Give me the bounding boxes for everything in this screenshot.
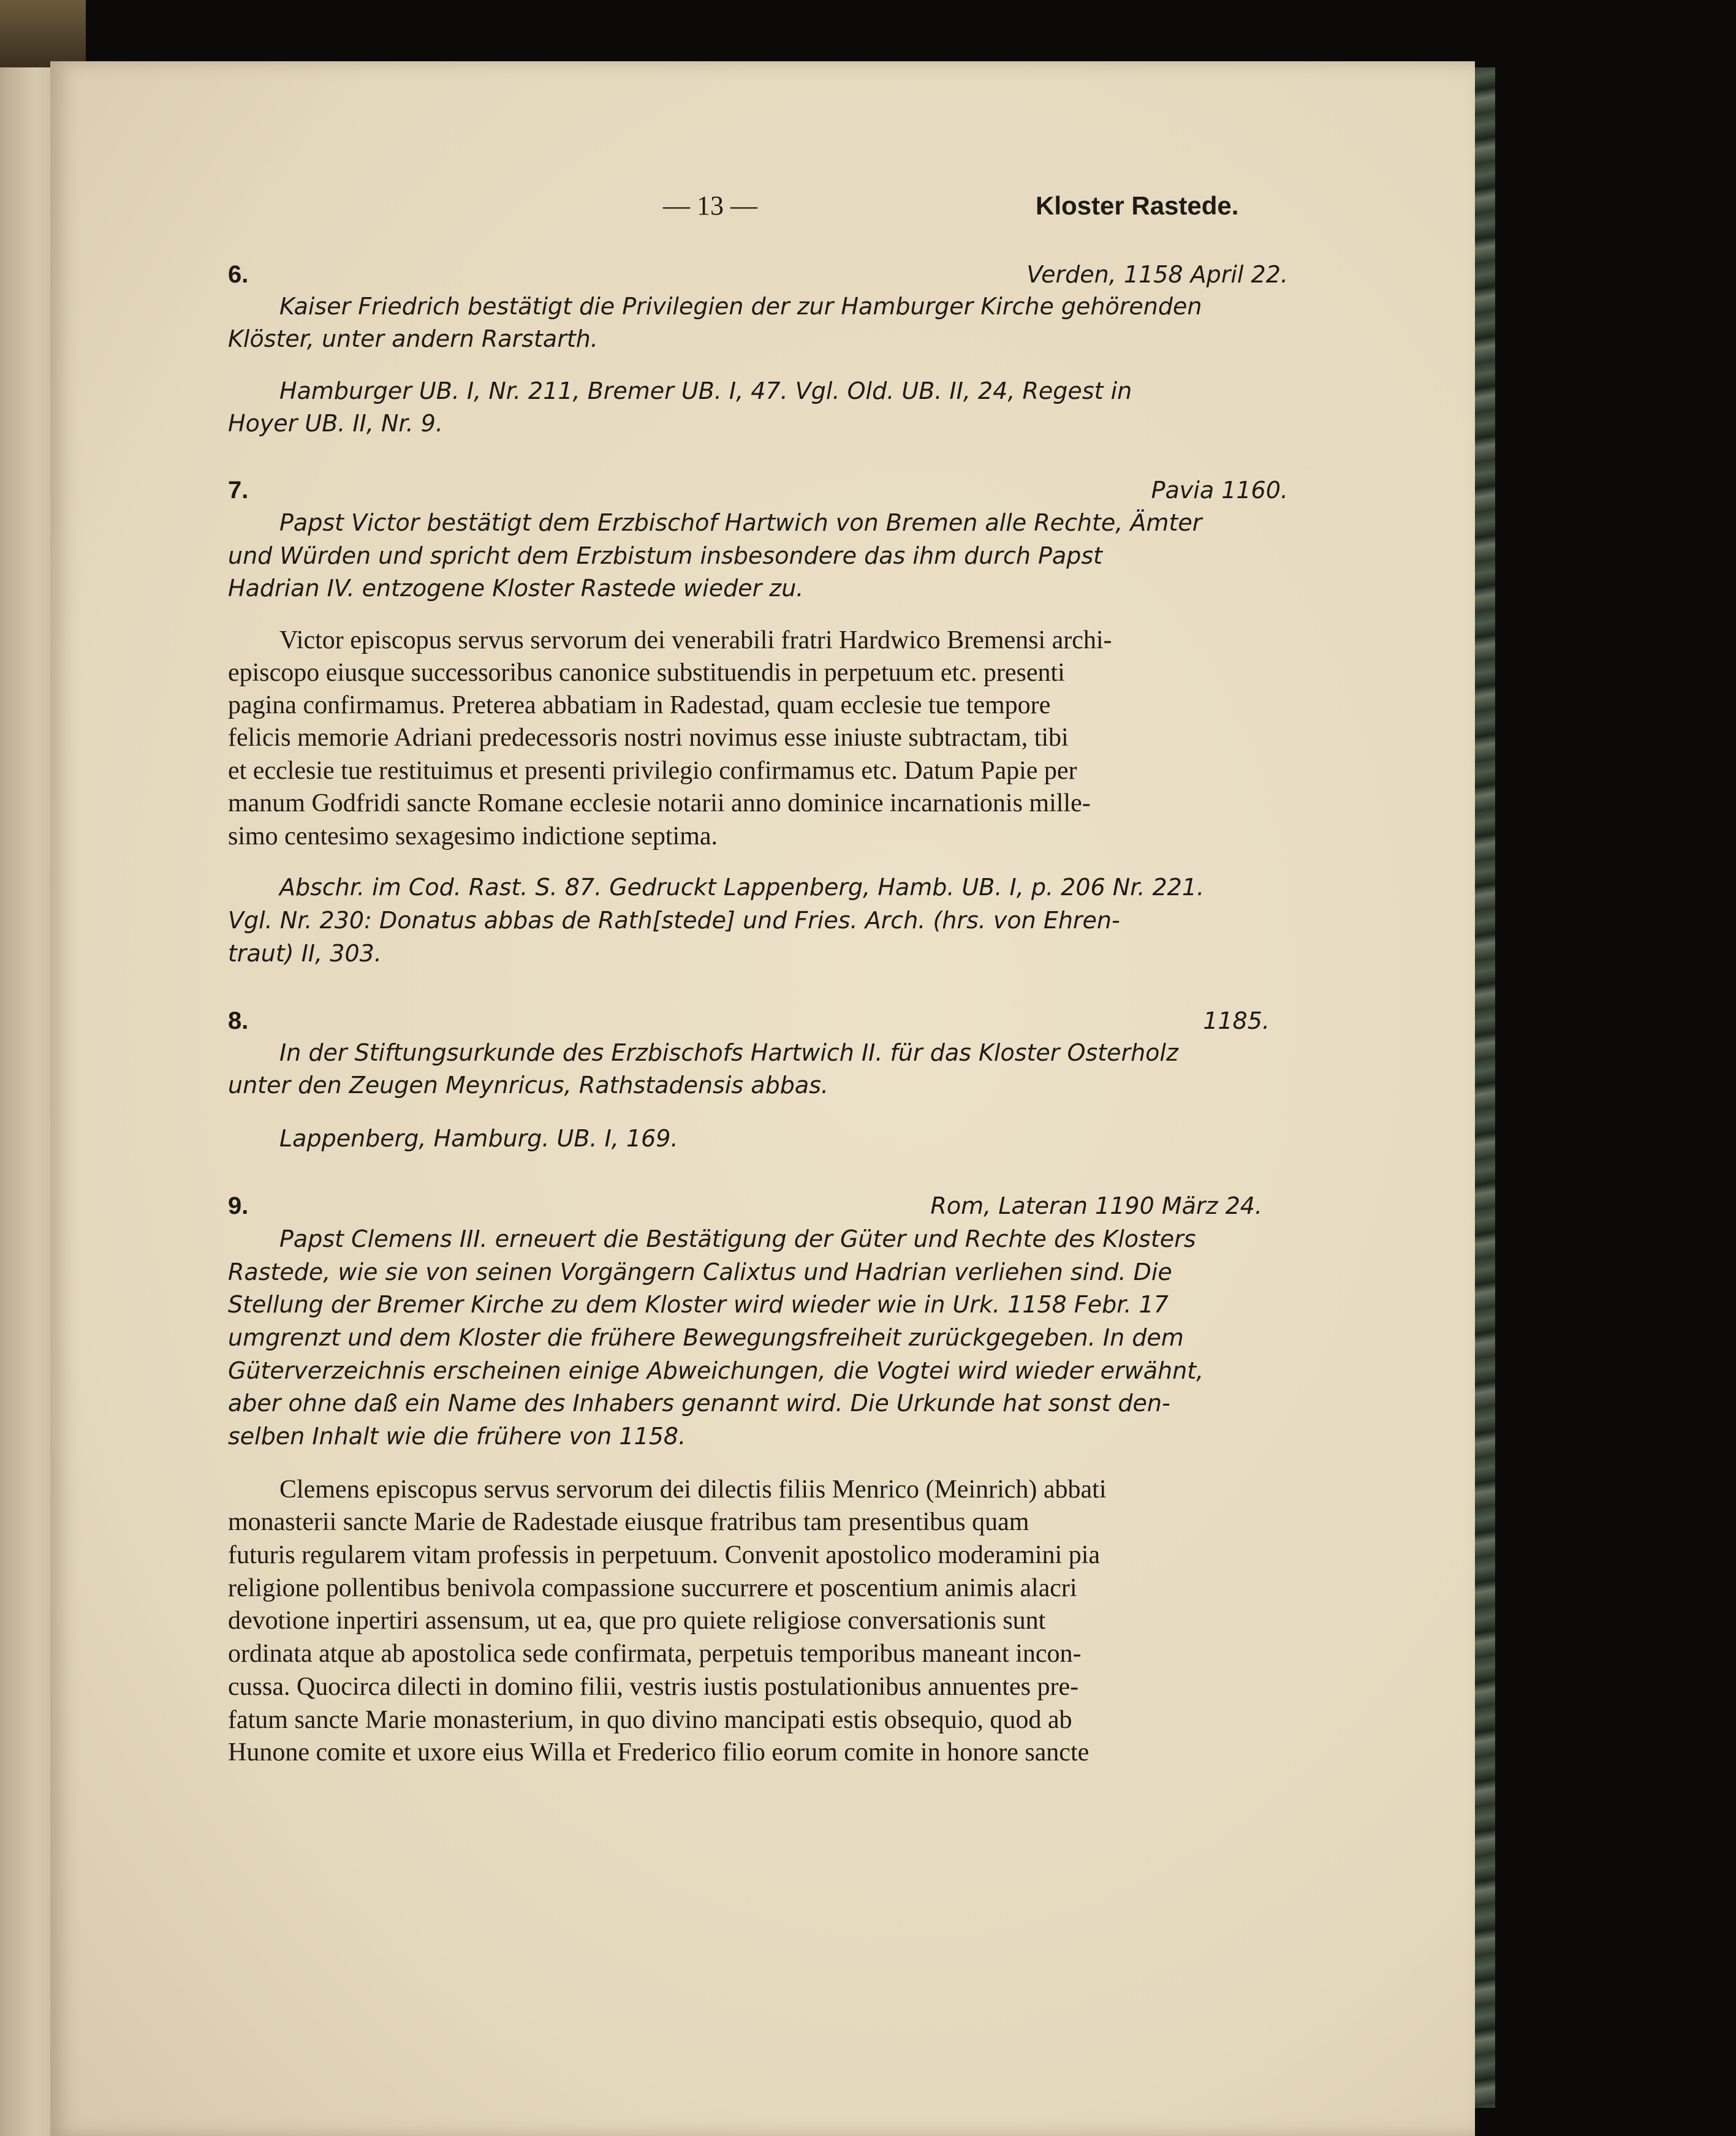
document-text-line: Clemens episcopus servus servorum dei dilectis filiis Menrico (Meinrich) abbati (279, 1475, 1107, 1504)
entry-summary-line: Papst Clemens III. erneuert die Bestätigung der Güter und Rechte des Klosters (279, 1225, 1196, 1252)
entry-place-date: 1185. (1203, 1007, 1270, 1034)
entry-number: 8. (228, 1007, 249, 1034)
entry-summary-line: Papst Victor bestätigt dem Erzbischof Hartwich von Bremen alle Rechte, Ämter (279, 509, 1202, 536)
document-text-line: religione pollentibus benivola compassione succurrere et poscentium animis alacri (228, 1574, 1077, 1602)
entry-source-line: traut) II, 303. (228, 940, 382, 967)
document-text-line: cussa. Quocirca dilecti in domino filii, vestris iustis postulationibus annuentes pre- (228, 1673, 1079, 1701)
document-text-line: simo centesimo sexagesimo indictione septima. (228, 822, 718, 850)
document-text-line: futuris regularem vitam professis in perpetuum. Convenit apostolico moderamini pia (228, 1541, 1101, 1569)
document-text-line: fatum sancte Marie monasterium, in quo divino mancipati estis obsequio, quod ab (228, 1706, 1072, 1734)
entry-source-line: Lappenberg, Hamburg. UB. I, 169. (279, 1125, 678, 1152)
document-text-line: monasterii sancte Marie de Radestade eiusque fratribus tam presentibus quam (228, 1508, 1029, 1536)
entry-number: 6. (228, 261, 249, 288)
document-text-line: devotione inpertiri assensum, ut ea, que pro quiete religiose conversationis sunt (228, 1607, 1046, 1635)
document-text-line: episcopo eiusque successoribus canonice substituendis in perpetuum etc. presenti (228, 659, 1065, 687)
entry-summary-line: umgrenzt und dem Kloster die frühere Bewegungsfreiheit zurückgegeben. In dem (228, 1324, 1184, 1351)
entry-summary-line: und Würden und spricht dem Erzbistum insbesondere das ihm durch Papst (228, 542, 1103, 569)
entry-number: 7. (228, 477, 249, 504)
entry-source-line: Hoyer UB. II, Nr. 9. (228, 410, 443, 437)
entry-source-line: Vgl. Nr. 230: Donatus abbas de Rath[stede] und Fries. Arch. (hrs. von Ehren- (228, 907, 1120, 934)
document-text-line: felicis memorie Adriani predecessoris nostri novimus esse iniuste subtractam, tibi (228, 724, 1069, 752)
entry-summary-line: Rastede, wie sie von seinen Vorgängern Calixtus und Hadrian verliehen sind. Die (228, 1259, 1172, 1286)
facing-page-edge (0, 43, 58, 2136)
entry-source-line: Abschr. im Cod. Rast. S. 87. Gedruckt Lappenberg, Hamb. UB. I, p. 206 Nr. 221. (279, 874, 1205, 901)
entry-summary-line: unter den Zeugen Meynricus, Rathstadensis abbas. (228, 1072, 828, 1099)
page-number: — 13 — (663, 191, 757, 221)
document-text-line: Victor episcopus servus servorum dei venerabili fratri Hardwico Bremensi archi- (279, 626, 1112, 654)
document-text-line: ordinata atque ab apostolica sede confirmata, perpetuis temporibus maneant incon- (228, 1640, 1082, 1668)
entry-place-date: Pavia 1160. (1151, 477, 1288, 504)
book-spine (0, 0, 86, 67)
entry-place-date: Rom, Lateran 1190 März 24. (930, 1192, 1262, 1219)
entry-summary-line: Güterverzeichnis erscheinen einige Abweichungen, die Vogtei wird wieder erwähnt, (228, 1357, 1204, 1384)
document-text-line: pagina confirmamus. Preterea abbatiam in Radestad, quam ecclesie tue tempore (228, 691, 1051, 719)
entry-source-line: Hamburger UB. I, Nr. 211, Bremer UB. I, 47. Vgl. Old. UB. II, 24, Regest in (279, 377, 1132, 404)
document-text-line: Hunone comite et uxore eius Willa et Frederico filio eorum comite in honore sancte (228, 1738, 1090, 1767)
document-text-line: manum Godfridi sancte Romane ecclesie notarii anno dominice incarnationis mille- (228, 789, 1091, 817)
entry-summary-line: Klöster, unter andern Rarstarth. (228, 325, 598, 352)
entry-summary-line: In der Stiftungsurkunde des Erzbischofs Hartwich II. für das Kloster Osterholz (279, 1039, 1178, 1066)
entry-summary-line: Kaiser Friedrich bestätigt die Privilegien der zur Hamburger Kirche gehörenden (279, 293, 1202, 320)
document-text-line: et ecclesie tue restituimus et presenti privilegio confirmamus etc. Datum Papie per (228, 757, 1077, 785)
running-title: Kloster Rastede. (1036, 191, 1239, 220)
entry-summary-line: aber ohne daß ein Name des Inhabers genannt wird. Die Urkunde hat sonst den- (228, 1390, 1170, 1417)
entry-summary-line: Stellung der Bremer Kirche zu dem Kloster wird wieder wie in Urk. 1158 Febr. 17 (228, 1291, 1169, 1318)
entry-place-date: Verden, 1158 April 22. (1026, 261, 1288, 288)
book-page (50, 61, 1475, 2136)
entry-summary-line: Hadrian IV. entzogene Kloster Rastede wieder zu. (228, 575, 804, 602)
entry-summary-line: selben Inhalt wie die frühere von 1158. (228, 1423, 686, 1450)
entry-number: 9. (228, 1192, 249, 1219)
